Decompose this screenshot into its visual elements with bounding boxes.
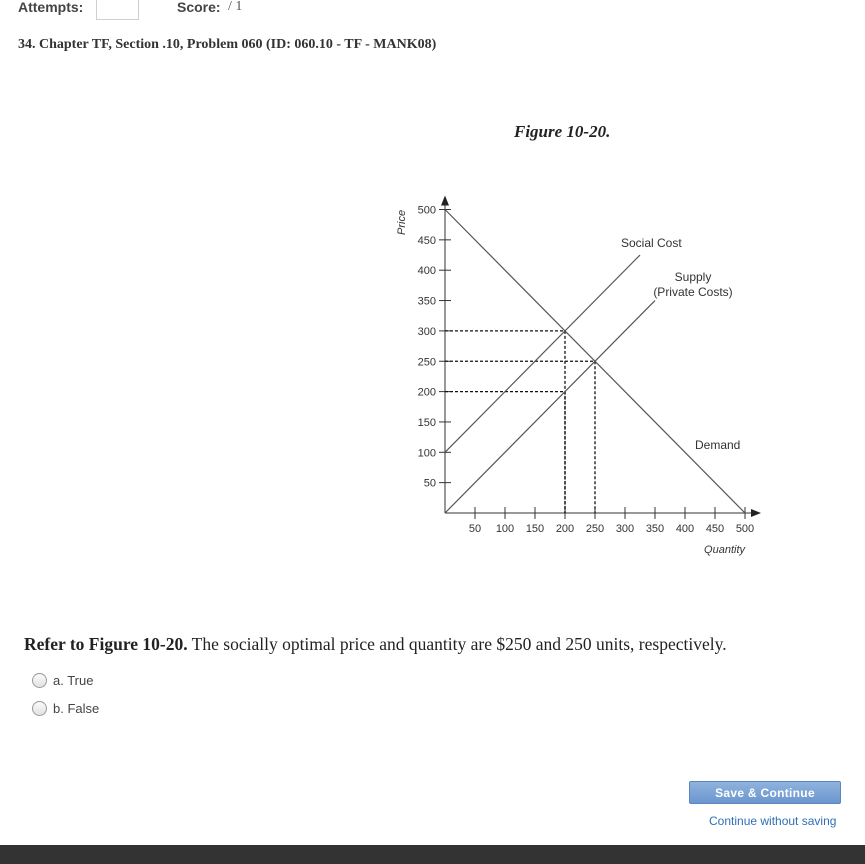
- x-tick-label: 450: [705, 523, 725, 535]
- radio-true[interactable]: [32, 673, 47, 688]
- y-tick-label: 200: [417, 386, 436, 399]
- radio-false[interactable]: [32, 701, 47, 716]
- continue-without-saving-link[interactable]: Continue without saving: [709, 814, 837, 828]
- y-tick-label: 400: [417, 265, 436, 278]
- y-tick-label: 300: [417, 325, 436, 338]
- y-tick-label: 500: [417, 204, 436, 217]
- x-tick-label: 250: [585, 523, 605, 535]
- series-label-demand: Demand: [695, 438, 741, 452]
- x-tick-label: 400: [675, 523, 695, 535]
- attempts-label: Attempts:: [18, 0, 84, 15]
- y-tick-label: 100: [417, 447, 436, 460]
- series-label-supply-private-costs: (Private Costs): [653, 285, 733, 299]
- attempts-box: [96, 0, 139, 20]
- score-label: Score:: [177, 0, 221, 15]
- problem-title: 34. Chapter TF, Section .10, Problem 060 (ID: 060.10 - TF - MANK08): [18, 37, 437, 52]
- x-axis-title: Quantity: [704, 544, 745, 556]
- x-tick-label: 150: [525, 523, 545, 535]
- y-tick-label: 350: [417, 295, 436, 308]
- supply-demand-chart: [385, 190, 765, 570]
- x-tick-label: 50: [468, 523, 482, 535]
- x-tick-label: 350: [645, 523, 665, 535]
- x-axis-arrow: [751, 509, 761, 517]
- series-label-social-cost: Social Cost: [621, 236, 682, 250]
- footer-bar: [0, 845, 865, 864]
- y-axis-title: Price: [396, 209, 408, 235]
- y-tick-label: 150: [417, 416, 436, 429]
- y-tick-label: 250: [417, 356, 436, 369]
- series-line-social-cost: [445, 255, 640, 452]
- y-axis-arrow: [441, 196, 449, 206]
- question-statement: The socially optimal price and quantity are $250 and 250 units, respectively.: [187, 634, 727, 654]
- x-tick-label: 500: [735, 523, 755, 535]
- option-true-label[interactable]: a. True: [53, 673, 94, 688]
- save-continue-button[interactable]: Save & Continue: [689, 781, 841, 804]
- x-tick-label: 200: [555, 523, 575, 535]
- figure-title: Figure 10-20.: [514, 122, 611, 141]
- y-tick-label: 50: [423, 477, 436, 490]
- y-tick-label: 450: [417, 234, 436, 247]
- option-false-label[interactable]: b. False: [53, 701, 100, 716]
- x-tick-label: 300: [615, 523, 635, 535]
- series-label-supply-private-costs: Supply: [674, 270, 712, 284]
- score-value: / 1: [228, 0, 243, 14]
- question-figure-ref: Refer to Figure 10-20.: [24, 634, 188, 654]
- question-text: [24, 634, 727, 655]
- x-tick-label: 100: [495, 523, 515, 535]
- series-line-supply-private-costs: [445, 301, 655, 513]
- attempts-row: [18, 0, 418, 22]
